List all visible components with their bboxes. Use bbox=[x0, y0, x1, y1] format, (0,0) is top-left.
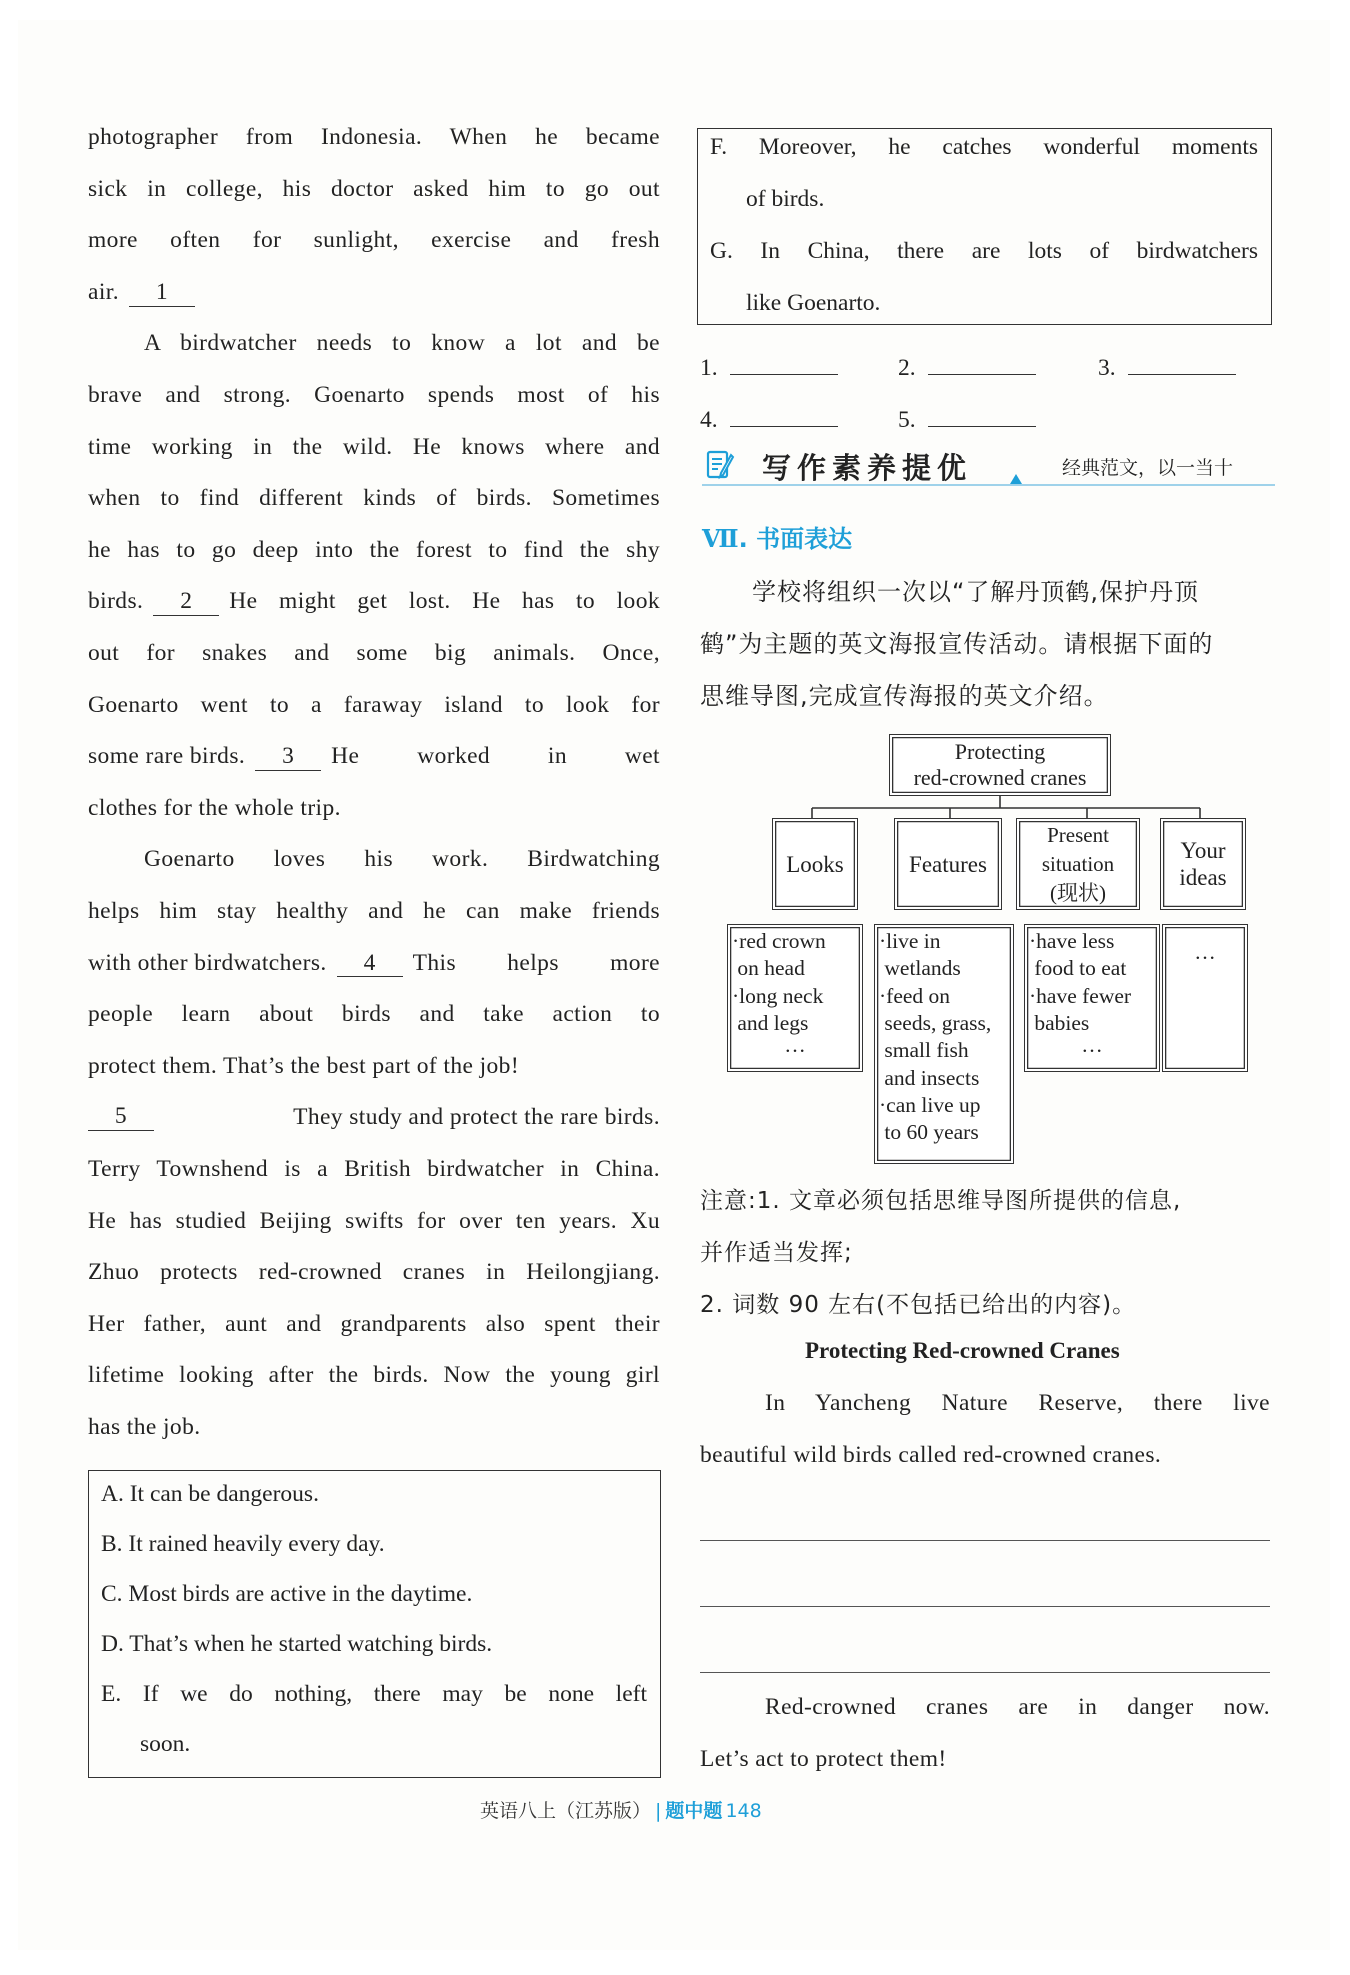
passage-text: Her father, aunt and grandparents also spent their bbox=[88, 1310, 660, 1337]
answer-slot-blank[interactable] bbox=[730, 352, 838, 375]
passage-text: time working in the wild. He knows where and bbox=[88, 433, 660, 460]
option-line: B. It rained heavily every day. bbox=[101, 1531, 385, 1557]
mind-map-detail-line: seeds, grass, bbox=[879, 1010, 992, 1035]
answer-slot-label: 4. bbox=[700, 407, 718, 433]
passage-text: clothes for the whole trip. bbox=[88, 794, 341, 821]
passage-line bbox=[88, 227, 660, 254]
footer-book: 英语八上（江苏版） bbox=[480, 1800, 652, 1822]
mind-map-detail-line: small fish bbox=[879, 1038, 969, 1063]
passage-line bbox=[88, 1362, 660, 1389]
passage-text: Terry Townshend is a British birdwatcher in China. bbox=[88, 1156, 660, 1182]
mind-map-branch-title-line: Present bbox=[1047, 822, 1109, 847]
passage-text: sick in college, his doctor asked him to go out bbox=[88, 175, 660, 202]
passage-line bbox=[88, 640, 660, 667]
answer-slot bbox=[898, 404, 1036, 434]
mind-map-detail-line: wetlands bbox=[879, 956, 961, 981]
mind-map-detail-line: to 60 years bbox=[879, 1120, 979, 1145]
passage-text: He has studied Beijing swifts for over ten years. Xu bbox=[88, 1207, 660, 1234]
passage-line bbox=[88, 1156, 660, 1183]
option-line: D. That’s when he started watching birds. bbox=[101, 1631, 493, 1657]
passage-text: photographer from Indonesia. When he became bbox=[88, 124, 660, 150]
passage-text: out for snakes and some big animals. Once, bbox=[88, 640, 660, 666]
passage-text: lifetime looking after the birds. Now the young girl bbox=[88, 1362, 660, 1389]
passage-line bbox=[88, 485, 660, 512]
passage-line bbox=[88, 692, 660, 719]
passage-line bbox=[88, 898, 660, 925]
mind-map-detail-line: and legs bbox=[732, 1010, 809, 1035]
mind-map-detail-line: … bbox=[1194, 940, 1216, 964]
passage-line bbox=[88, 795, 660, 822]
passage-line bbox=[88, 382, 660, 409]
answer-slot bbox=[898, 352, 1036, 382]
option-line: G. In China, there are lots of birdwatchers bbox=[710, 238, 1258, 264]
option-line: F. Moreover, he catches wonderful moments bbox=[710, 134, 1258, 160]
passage-text: brave and strong. Goenarto spends most of his bbox=[88, 382, 660, 408]
answer-slot bbox=[1098, 352, 1236, 382]
mind-map-detail-line: ·have fewer bbox=[1029, 983, 1132, 1008]
note-line: 并作适当发挥; bbox=[700, 1240, 853, 1266]
task-number: Ⅶ bbox=[702, 524, 739, 553]
passage-line bbox=[88, 537, 660, 564]
answer-blank[interactable]: 2 bbox=[153, 589, 219, 616]
essay-title: Protecting Red-crowned Cranes bbox=[805, 1338, 1120, 1363]
passage-text: helps him stay healthy and he can make friends bbox=[88, 898, 660, 924]
mind-map-detail-line: and insects bbox=[879, 1065, 980, 1090]
answer-blank[interactable]: 4 bbox=[337, 951, 403, 978]
instruction-line: 鹤”为主题的英文海报宣传活动。请根据下面的 bbox=[700, 630, 1214, 658]
task-heading bbox=[702, 519, 852, 554]
passage-text: Zhuo protects red-crowned cranes in Heilongjiang. bbox=[88, 1259, 660, 1286]
note-line: 注意:1. 文章必须包括思维导图所提供的信息, bbox=[700, 1188, 1182, 1214]
mind-map-branch-title-line: Your bbox=[1180, 838, 1226, 863]
answer-slot-blank[interactable] bbox=[730, 404, 838, 427]
answer-slot-label: 5. bbox=[898, 407, 916, 433]
passage-text: air. bbox=[88, 278, 119, 305]
answer-slot-label: 3. bbox=[1098, 355, 1116, 381]
passage-line bbox=[88, 950, 660, 978]
notepad-pencil-icon bbox=[706, 449, 736, 481]
passage-text: They study and protect the rare birds. bbox=[293, 1104, 660, 1131]
passage-line bbox=[88, 124, 660, 151]
instruction-line: 思维导图,完成宣传海报的英文介绍。 bbox=[700, 682, 1109, 710]
answer-slot-blank[interactable] bbox=[928, 404, 1036, 427]
passage-text: when to find different kinds of birds. Sometimes bbox=[88, 485, 660, 512]
passage-line bbox=[88, 1259, 660, 1286]
mind-map-root bbox=[889, 734, 1111, 796]
passage-line bbox=[144, 846, 660, 873]
writing-line-2[interactable] bbox=[700, 1606, 1270, 1607]
mind-map-root-line: Protecting bbox=[954, 739, 1046, 764]
passage-line bbox=[88, 1001, 660, 1028]
mind-map-branch-title bbox=[894, 818, 1002, 910]
footer-divider: | bbox=[655, 1800, 662, 1822]
writing-line-1[interactable] bbox=[700, 1540, 1270, 1541]
passage-line bbox=[144, 330, 660, 357]
answer-slot-blank[interactable] bbox=[1128, 352, 1236, 375]
passage-text: protect them. That’s the best part of the job! bbox=[88, 1052, 520, 1079]
mind-map-branch-title-line: (现状) bbox=[1050, 880, 1106, 905]
passage-line bbox=[88, 1414, 660, 1441]
essay-line: Red-crowned cranes are in danger now. bbox=[765, 1694, 1270, 1720]
passage-line bbox=[88, 1208, 660, 1235]
passage-line bbox=[88, 1104, 660, 1131]
option-line: soon. bbox=[140, 1731, 191, 1757]
passage-text: has the job. bbox=[88, 1414, 201, 1440]
option-line: A. It can be dangerous. bbox=[101, 1481, 319, 1507]
passage-text: some rare birds. bbox=[88, 743, 246, 770]
task-title: . 书面表达 bbox=[738, 525, 853, 553]
mind-map-detail-line: babies bbox=[1029, 1010, 1090, 1035]
mind-map-detail-line: ·red crown bbox=[732, 929, 826, 953]
passage-text: This helps more bbox=[412, 949, 660, 976]
section-header-title: 写作素养提优 bbox=[762, 451, 973, 485]
passage-line bbox=[88, 1311, 660, 1338]
passage-text: A birdwatcher needs to know a lot and be bbox=[144, 330, 660, 357]
passage-text: people learn about birds and take action to bbox=[88, 1001, 660, 1028]
mind-map-branch-title-line: Looks bbox=[786, 851, 844, 877]
mind-map-detail-line: on head bbox=[732, 956, 805, 981]
mind-map-detail-line: ·live in bbox=[879, 929, 941, 953]
passage-text: Goenarto went to a faraway island to look for bbox=[88, 691, 660, 718]
passage-text: Goenarto loves his work. Birdwatching bbox=[144, 846, 660, 873]
mind-map-branch-title bbox=[1160, 818, 1246, 910]
mind-map-detail-line: food to eat bbox=[1029, 956, 1127, 981]
answer-blank[interactable]: 1 bbox=[129, 280, 195, 307]
mind-map-detail-line: … bbox=[784, 1033, 806, 1058]
option-line: of birds. bbox=[746, 186, 825, 212]
mind-map-detail-line: ·long neck bbox=[732, 983, 824, 1008]
option-line: like Goenarto. bbox=[746, 290, 881, 316]
mind-map-detail-line: ·feed on bbox=[879, 983, 951, 1008]
writing-line-3[interactable] bbox=[700, 1672, 1270, 1673]
passage-text: he has to go deep into the forest to find the shy bbox=[88, 536, 660, 563]
passage-text: more often for sunlight, exercise and fresh bbox=[88, 227, 660, 254]
passage-text: He might get lost. He has to look bbox=[229, 588, 660, 615]
passage-line bbox=[88, 588, 660, 616]
passage-text: with other birdwatchers. bbox=[88, 949, 327, 976]
passage-line bbox=[88, 743, 660, 771]
essay-line: Let’s act to protect them! bbox=[700, 1746, 947, 1772]
mind-map-detail-line: … bbox=[1081, 1033, 1103, 1058]
answer-slot bbox=[700, 404, 838, 434]
option-line: E. If we do nothing, there may be none left bbox=[101, 1681, 647, 1707]
passage-line bbox=[88, 434, 660, 461]
passage-text: He worked in wet bbox=[331, 743, 660, 770]
page-footer bbox=[480, 1796, 762, 1823]
answer-slot-blank[interactable] bbox=[928, 352, 1036, 375]
answer-blank[interactable]: 5 bbox=[88, 1104, 154, 1131]
section-header-subtitle: 经典范文，以一当十 bbox=[1062, 457, 1234, 479]
answer-slot bbox=[700, 352, 838, 382]
passage-line bbox=[88, 279, 660, 307]
mind-map-branch-title-line: Features bbox=[909, 851, 987, 877]
note-line: 2. 词数 90 左右(不包括已给出的内容)。 bbox=[700, 1292, 1137, 1318]
footer-page-number: 148 bbox=[725, 1800, 762, 1822]
footer-brand: 题中题 bbox=[665, 1800, 723, 1822]
mind-map-branch-title bbox=[772, 818, 858, 910]
triangle-marker-icon bbox=[1010, 474, 1022, 484]
mind-map-detail-line: ·have less bbox=[1029, 929, 1115, 953]
instruction-line: 学校将组织一次以“了解丹顶鹤,保护丹顶 bbox=[752, 578, 1200, 606]
passage-line bbox=[88, 1053, 660, 1080]
passage-text: birds. bbox=[88, 588, 144, 615]
mind-map-branch-title-line: ideas bbox=[1179, 865, 1227, 890]
mind-map-branch-title bbox=[1016, 818, 1140, 910]
essay-line: beautiful wild birds called red-crowned cranes. bbox=[700, 1442, 1162, 1468]
answer-slot-label: 1. bbox=[700, 355, 718, 381]
mind-map-branch-title-line: situation bbox=[1041, 851, 1115, 876]
option-line: C. Most birds are active in the daytime. bbox=[101, 1581, 473, 1607]
answer-slot-label: 2. bbox=[898, 355, 916, 381]
mind-map-root-line: red-crowned cranes bbox=[913, 765, 1087, 790]
answer-blank[interactable]: 3 bbox=[255, 744, 321, 771]
passage-line bbox=[88, 176, 660, 203]
mind-map-detail-line: ·can live up bbox=[879, 1092, 981, 1117]
essay-line: In Yancheng Nature Reserve, there live bbox=[765, 1390, 1270, 1416]
